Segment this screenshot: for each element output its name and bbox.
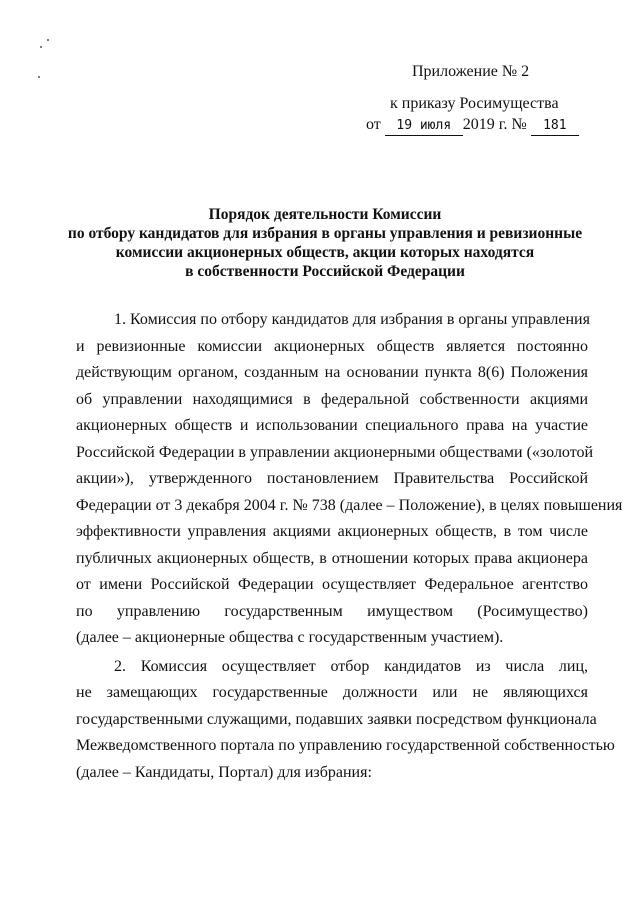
text-line: Федерации от 3 декабря 2004 г. № 738 (далее – Положение), в целях повышения <box>76 496 623 514</box>
appendix-number: Приложение № 2 <box>412 63 530 80</box>
text-line: эффективности управления акциями акционерных обществ, в том числе <box>76 523 588 540</box>
title-line: Порядок деятельности Комиссии <box>208 206 442 223</box>
document-title <box>60 205 590 281</box>
title-line: по отбору кандидатов для избрания в органы управления и ревизионные <box>67 225 583 242</box>
text-line: (далее – Кандидаты, Портал) для избрания: <box>76 763 372 781</box>
scan-speck <box>40 46 42 48</box>
text-line: (далее – акционерные общества с государственным участием). <box>76 629 504 646</box>
text-line: и ревизионные комиссии акционерных обществ является постоянно <box>76 337 588 355</box>
scan-speck <box>47 39 49 41</box>
text-line: от имени Российской Федерации осуществляет Федеральное агентство <box>76 576 588 593</box>
text-line: не замещающих государственные должности или не являющихся <box>76 684 588 701</box>
order-number-field: 181 <box>531 117 579 136</box>
order-date-number-line <box>366 115 579 136</box>
text-line: действующим органом, созданным на основании пункта 8(6) Положения <box>76 364 588 381</box>
text-line: об управлении находящимися в федеральной собственности акциями <box>76 390 588 408</box>
document-body <box>76 307 623 786</box>
order-reference: к приказу Росимущества <box>390 95 559 112</box>
text-line: 1. Комиссия по отбору кандидатов для избрания в органы управления <box>114 311 590 328</box>
order-from-label: от <box>366 116 381 133</box>
text-line: акционерных обществ и использовании специального права на участие <box>76 417 588 434</box>
title-line: комиссии акционерных обществ, акции которых находятся <box>115 244 535 261</box>
text-line: Межведомственного портала по управлению государственной собственностью <box>76 737 615 754</box>
paragraph-2 <box>76 654 615 787</box>
text-line: акции»), утвержденного постановлением Правительства Российской <box>76 470 588 487</box>
text-line: публичных акционерных обществ, в отношении которых права акционера <box>76 549 588 567</box>
scan-speck <box>38 76 40 78</box>
title-line: в собственности Российской Федерации <box>185 263 465 280</box>
text-line: по управлению государственным имуществом (Росимущество) <box>76 602 588 620</box>
text-line: 2. Комиссия осуществляет отбор кандидатов из числа лиц, <box>114 657 588 675</box>
text-line: Российской Федерации в управлении акционерными обществами («золотой <box>76 443 594 461</box>
order-day-field: 19 июля <box>385 117 463 136</box>
text-line: государственными служащими, подавших заявки посредством функционала <box>76 710 597 728</box>
paragraph-1 <box>76 307 623 652</box>
order-year-label: 2019 г. № <box>462 116 527 133</box>
